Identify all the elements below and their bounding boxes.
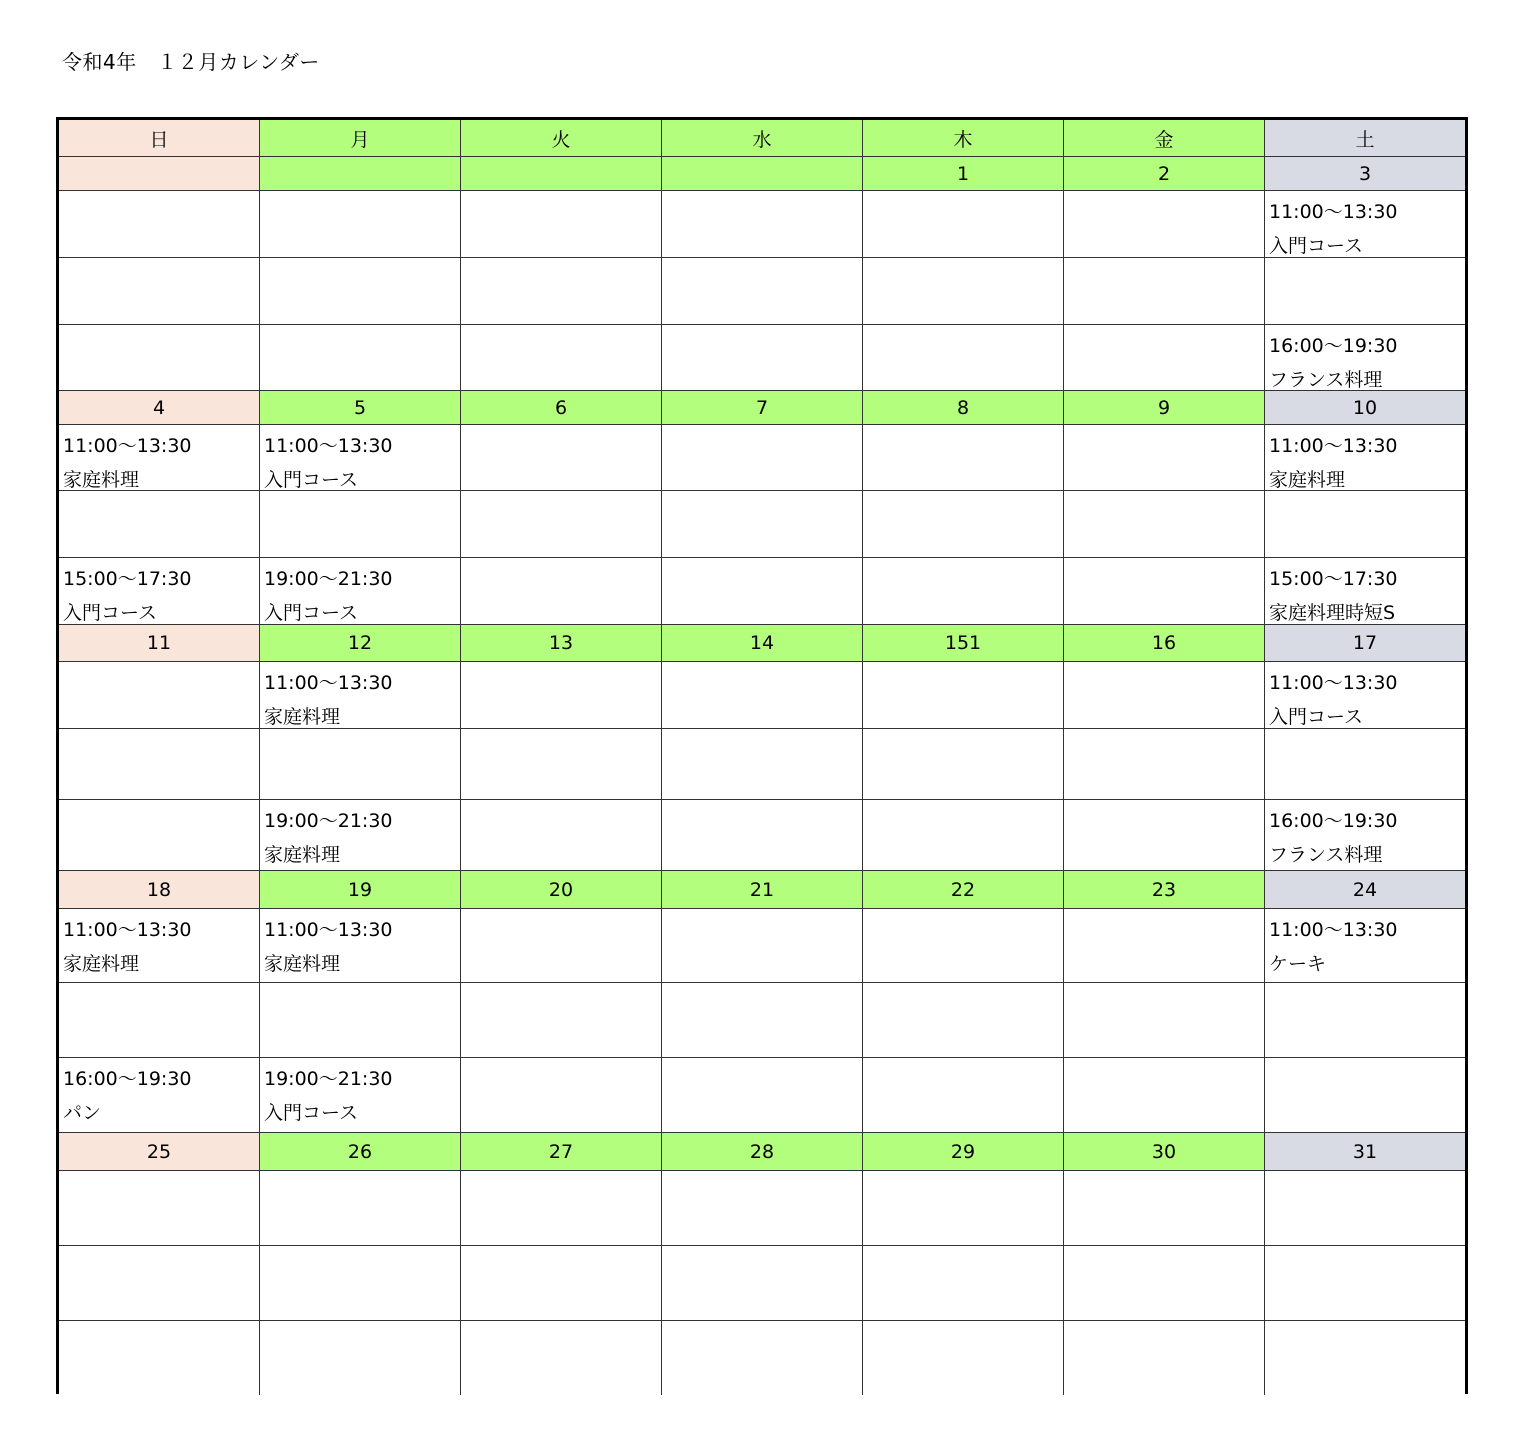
slot-cell[interactable]: [1264, 1058, 1465, 1132]
event-time: 16:00〜19:30: [63, 1068, 192, 1090]
date-cell[interactable]: 30: [1063, 1133, 1264, 1170]
event: [1269, 666, 1463, 728]
slot-cell[interactable]: [661, 1171, 862, 1245]
date-cell[interactable]: 29: [862, 1133, 1063, 1170]
date-cell[interactable]: 16: [1063, 625, 1264, 661]
date-cell[interactable]: 17: [1264, 625, 1465, 661]
slot-cell[interactable]: [59, 1058, 259, 1132]
weekday-header: 木: [862, 120, 1063, 156]
slot-cell[interactable]: [460, 983, 661, 1057]
slot-cell[interactable]: [59, 491, 259, 557]
slot-cell[interactable]: [1063, 558, 1264, 624]
slot-cell[interactable]: [862, 1058, 1063, 1132]
event-time: 19:00〜21:30: [264, 568, 393, 590]
slot-row: [59, 1320, 1465, 1395]
slot-cell[interactable]: [862, 1321, 1063, 1395]
event-time: 19:00〜21:30: [264, 1068, 393, 1090]
slot-cell[interactable]: [1264, 1246, 1465, 1320]
slot-cell[interactable]: [259, 258, 460, 324]
weekday-header: 日: [59, 120, 259, 156]
event: [264, 562, 458, 624]
event-name: パン: [63, 1102, 102, 1124]
slot-row: [59, 982, 1465, 1057]
slot-cell[interactable]: [460, 729, 661, 799]
slot-cell[interactable]: [1063, 800, 1264, 870]
event-name: 入門コース: [1269, 706, 1364, 728]
slot-cell[interactable]: [460, 325, 661, 390]
event: [63, 562, 257, 624]
event-time: 19:00〜21:30: [264, 810, 393, 832]
slot-cell[interactable]: [862, 558, 1063, 624]
slot-cell[interactable]: [1063, 983, 1264, 1057]
event: [1269, 804, 1463, 870]
slot-cell[interactable]: [862, 191, 1063, 257]
weekday-header: 水: [661, 120, 862, 156]
date-row: [59, 390, 1465, 424]
slot-cell[interactable]: [259, 1171, 460, 1245]
date-cell[interactable]: 11: [59, 625, 259, 661]
calendar-title: 令和4年 １２月カレンダー: [62, 50, 320, 74]
date-cell[interactable]: [661, 157, 862, 190]
event-time: 11:00〜13:30: [264, 672, 393, 694]
event-name: 家庭料理: [63, 469, 140, 490]
event-time: 11:00〜13:30: [1269, 672, 1398, 694]
slot-cell[interactable]: [1264, 729, 1465, 799]
slot-cell[interactable]: [661, 425, 862, 490]
date-cell[interactable]: 1: [862, 157, 1063, 190]
event: [1269, 429, 1463, 490]
slot-cell[interactable]: [1063, 1171, 1264, 1245]
date-cell[interactable]: 14: [661, 625, 862, 661]
slot-row: [59, 190, 1465, 257]
date-cell[interactable]: 28: [661, 1133, 862, 1170]
slot-cell[interactable]: [460, 1058, 661, 1132]
event-name: フランス料理: [1269, 844, 1383, 866]
slot-cell[interactable]: [460, 191, 661, 257]
event: [264, 804, 458, 870]
slot-cell[interactable]: [460, 909, 661, 982]
date-cell[interactable]: 22: [862, 871, 1063, 908]
slot-row: [59, 1245, 1465, 1320]
slot-cell[interactable]: [862, 662, 1063, 728]
slot-cell[interactable]: [1063, 1321, 1264, 1395]
date-cell[interactable]: 5: [259, 391, 460, 424]
slot-cell[interactable]: [1063, 191, 1264, 257]
slot-cell[interactable]: [59, 1246, 259, 1320]
event-name: 入門コース: [1269, 235, 1364, 257]
slot-cell[interactable]: [59, 983, 259, 1057]
slot-cell[interactable]: [661, 800, 862, 870]
slot-row: [59, 324, 1465, 390]
slot-row: [59, 1170, 1465, 1245]
event-time: 11:00〜13:30: [63, 919, 192, 941]
date-cell[interactable]: 9: [1063, 391, 1264, 424]
slot-cell[interactable]: [661, 909, 862, 982]
slot-cell[interactable]: [259, 1321, 460, 1395]
date-cell[interactable]: 27: [460, 1133, 661, 1170]
date-cell[interactable]: 151: [862, 625, 1063, 661]
slot-cell[interactable]: [661, 1058, 862, 1132]
slot-cell[interactable]: [1063, 258, 1264, 324]
slot-cell[interactable]: [862, 800, 1063, 870]
event: [1269, 329, 1463, 390]
slot-cell[interactable]: [460, 1321, 661, 1395]
slot-cell[interactable]: [1063, 325, 1264, 390]
date-cell[interactable]: 13: [460, 625, 661, 661]
date-cell[interactable]: 31: [1264, 1133, 1465, 1170]
slot-cell[interactable]: [259, 558, 460, 624]
event-time: 15:00〜17:30: [1269, 568, 1398, 590]
slot-row: [59, 799, 1465, 870]
slot-cell[interactable]: [460, 558, 661, 624]
slot-cell[interactable]: [460, 491, 661, 557]
event-time: 15:00〜17:30: [63, 568, 192, 590]
slot-cell[interactable]: [862, 258, 1063, 324]
slot-cell[interactable]: [1264, 558, 1465, 624]
slot-cell[interactable]: [460, 1171, 661, 1245]
event-time: 16:00〜19:30: [1269, 810, 1398, 832]
date-cell[interactable]: 12: [259, 625, 460, 661]
slot-cell[interactable]: [259, 491, 460, 557]
slot-cell[interactable]: [1063, 491, 1264, 557]
slot-cell[interactable]: [259, 325, 460, 390]
slot-cell[interactable]: [59, 729, 259, 799]
event-name: 家庭料理: [264, 706, 341, 728]
slot-cell[interactable]: [661, 1246, 862, 1320]
slot-cell[interactable]: [59, 800, 259, 870]
slot-cell[interactable]: [59, 325, 259, 390]
slot-cell[interactable]: [1063, 662, 1264, 728]
event-name: 入門コース: [264, 602, 359, 624]
event: [63, 913, 257, 981]
slot-cell[interactable]: [661, 325, 862, 390]
date-cell[interactable]: 18: [59, 871, 259, 908]
slot-cell[interactable]: [661, 729, 862, 799]
slot-cell[interactable]: [1063, 1246, 1264, 1320]
slot-cell[interactable]: [460, 662, 661, 728]
event-time: 16:00〜19:30: [1269, 335, 1398, 357]
slot-row: [59, 1057, 1465, 1132]
event: [264, 429, 458, 490]
slot-cell[interactable]: [460, 258, 661, 324]
slot-cell[interactable]: [259, 800, 460, 870]
event-name: 家庭料理: [264, 844, 341, 866]
date-cell[interactable]: 19: [259, 871, 460, 908]
slot-cell[interactable]: [661, 1321, 862, 1395]
slot-cell[interactable]: [59, 1171, 259, 1245]
slot-cell[interactable]: [259, 983, 460, 1057]
slot-row: [59, 661, 1465, 728]
slot-cell[interactable]: [1063, 1058, 1264, 1132]
event-name: フランス料理: [1269, 369, 1383, 390]
slot-cell[interactable]: [460, 800, 661, 870]
slot-cell[interactable]: [1264, 1171, 1465, 1245]
event: [63, 429, 257, 490]
slot-cell[interactable]: [1063, 729, 1264, 799]
slot-cell[interactable]: [862, 1246, 1063, 1320]
slot-cell[interactable]: [1063, 909, 1264, 982]
event-time: 11:00〜13:30: [1269, 201, 1398, 223]
slot-cell[interactable]: [460, 425, 661, 490]
calendar-grid: [56, 117, 1468, 1394]
slot-cell[interactable]: [862, 425, 1063, 490]
slot-cell[interactable]: [59, 1321, 259, 1395]
event: [1269, 562, 1463, 624]
weekday-header: 金: [1063, 120, 1264, 156]
date-cell[interactable]: 6: [460, 391, 661, 424]
slot-cell[interactable]: [460, 1246, 661, 1320]
event-name: 家庭料理: [63, 953, 140, 975]
slot-cell[interactable]: [59, 258, 259, 324]
event: [63, 1062, 257, 1130]
weekday-header: 火: [460, 120, 661, 156]
slot-cell[interactable]: [661, 491, 862, 557]
slot-cell[interactable]: [259, 662, 460, 728]
event-name: 入門コース: [264, 469, 359, 490]
event: [264, 1062, 458, 1130]
slot-row: [59, 908, 1465, 982]
weekday-header-row: [59, 120, 1465, 156]
slot-cell[interactable]: [59, 425, 259, 490]
date-cell[interactable]: [259, 157, 460, 190]
event-name: 家庭料理: [1269, 469, 1346, 490]
slot-cell[interactable]: [661, 983, 862, 1057]
date-cell[interactable]: [460, 157, 661, 190]
date-cell[interactable]: 2: [1063, 157, 1264, 190]
slot-cell[interactable]: [259, 191, 460, 257]
slot-row: [59, 424, 1465, 490]
slot-cell[interactable]: [1264, 258, 1465, 324]
date-cell[interactable]: 24: [1264, 871, 1465, 908]
slot-cell[interactable]: [259, 909, 460, 982]
slot-cell[interactable]: [1264, 909, 1465, 982]
event-name: 入門コース: [264, 1102, 359, 1124]
event-time: 11:00〜13:30: [264, 435, 393, 457]
slot-cell[interactable]: [59, 558, 259, 624]
weekday-header: 月: [259, 120, 460, 156]
slot-cell[interactable]: [59, 662, 259, 728]
slot-cell[interactable]: [1264, 491, 1465, 557]
event-time: 11:00〜13:30: [1269, 435, 1398, 457]
slot-row: [59, 257, 1465, 324]
slot-cell[interactable]: [661, 662, 862, 728]
weekday-header: 土: [1264, 120, 1465, 156]
date-row: [59, 156, 1465, 190]
slot-cell[interactable]: [59, 191, 259, 257]
date-cell[interactable]: [59, 157, 259, 190]
date-cell[interactable]: 10: [1264, 391, 1465, 424]
event: [264, 913, 458, 981]
slot-cell[interactable]: [661, 258, 862, 324]
event-time: 11:00〜13:30: [264, 919, 393, 941]
slot-cell[interactable]: [259, 1246, 460, 1320]
event-name: ケーキ: [1269, 953, 1327, 975]
date-cell[interactable]: 23: [1063, 871, 1264, 908]
date-row: [59, 624, 1465, 661]
event-name: 家庭料理: [264, 953, 341, 975]
slot-cell[interactable]: [259, 729, 460, 799]
date-cell[interactable]: 26: [259, 1133, 460, 1170]
event: [1269, 913, 1463, 981]
slot-cell[interactable]: [1264, 1321, 1465, 1395]
date-row: [59, 1132, 1465, 1170]
slot-cell[interactable]: [259, 1058, 460, 1132]
slot-cell[interactable]: [1264, 983, 1465, 1057]
date-cell[interactable]: 3: [1264, 157, 1465, 190]
slot-cell[interactable]: [1264, 425, 1465, 490]
date-cell[interactable]: 21: [661, 871, 862, 908]
event-name: 家庭料理時短S: [1269, 602, 1396, 624]
event-time: 11:00〜13:30: [1269, 919, 1398, 941]
slot-cell[interactable]: [1264, 662, 1465, 728]
date-cell[interactable]: 8: [862, 391, 1063, 424]
slot-cell[interactable]: [1264, 191, 1465, 257]
slot-cell[interactable]: [862, 1171, 1063, 1245]
slot-cell[interactable]: [661, 191, 862, 257]
date-cell[interactable]: 25: [59, 1133, 259, 1170]
slot-row: [59, 490, 1465, 557]
date-cell[interactable]: 20: [460, 871, 661, 908]
slot-cell[interactable]: [1063, 425, 1264, 490]
slot-cell[interactable]: [862, 909, 1063, 982]
slot-cell[interactable]: [1264, 325, 1465, 390]
date-row: [59, 870, 1465, 908]
slot-cell[interactable]: [862, 325, 1063, 390]
date-cell[interactable]: 4: [59, 391, 259, 424]
slot-cell[interactable]: [1264, 800, 1465, 870]
slot-cell[interactable]: [862, 491, 1063, 557]
slot-cell[interactable]: [59, 909, 259, 982]
event: [264, 666, 458, 728]
slot-cell[interactable]: [259, 425, 460, 490]
date-cell[interactable]: 7: [661, 391, 862, 424]
slot-cell[interactable]: [862, 729, 1063, 799]
slot-cell[interactable]: [862, 983, 1063, 1057]
event: [1269, 195, 1463, 257]
event-time: 11:00〜13:30: [63, 435, 192, 457]
slot-row: [59, 728, 1465, 799]
event-name: 入門コース: [63, 602, 158, 624]
slot-row: [59, 557, 1465, 624]
slot-cell[interactable]: [661, 558, 862, 624]
